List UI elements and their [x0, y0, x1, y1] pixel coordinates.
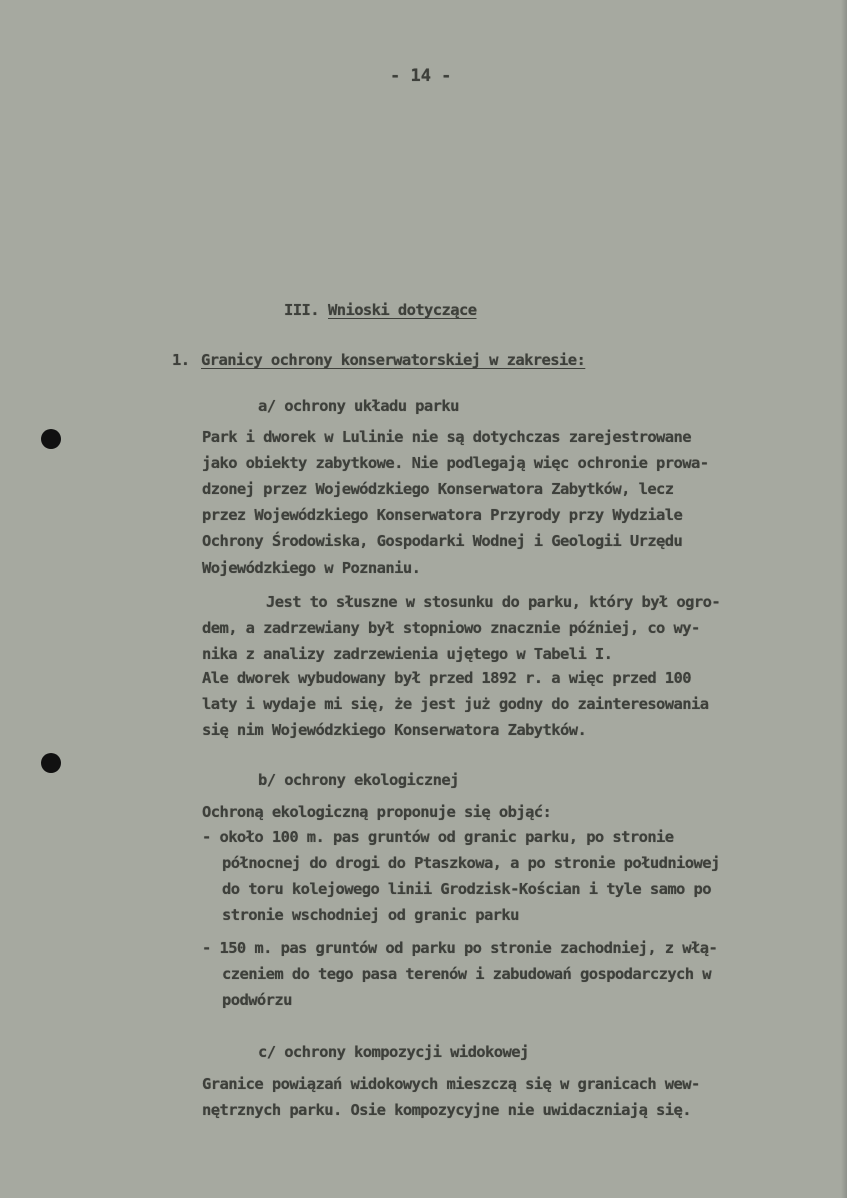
- paragraph-line: nika z analizy zadrzewienia ujętego w Tabeli I.: [202, 645, 613, 663]
- paragraph-line: dzonej przez Wojewódzkiego Konserwatora Zabytków, lecz: [202, 480, 674, 498]
- list-item-line: - około 100 m. pas gruntów od granic parku, po stronie: [202, 828, 674, 846]
- section-numeral: III.: [284, 301, 319, 319]
- punch-hole-bottom: [41, 753, 61, 773]
- point-title: Granicy ochrony konserwatorskiej w zakresie:: [201, 351, 586, 369]
- page-edge-shadow: [841, 0, 847, 1198]
- page-number: - 14 -: [390, 66, 452, 86]
- paragraph-line: Granice powiązań widokowych mieszczą się w granicach wew-: [202, 1075, 700, 1093]
- subsection-c-heading: c/ ochrony kompozycji widokowej: [258, 1043, 529, 1061]
- paragraph-line: nętrznych parku. Osie kompozycyjne nie uwidaczniają się.: [202, 1101, 691, 1119]
- paragraph-line: przez Wojewódzkiego Konserwatora Przyrody przy Wydziale: [202, 506, 683, 524]
- list-item-line: podwórzu: [222, 991, 292, 1009]
- list-item-line: do toru kolejowego linii Grodzisk-Kościan i tyle samo po: [222, 880, 711, 898]
- punch-hole-top: [41, 429, 61, 449]
- list-item-line: stronie wschodniej od granic parku: [222, 906, 519, 924]
- paragraph-line: jako obiekty zabytkowe. Nie podlegają więc ochronie prowa-: [202, 454, 709, 472]
- subsection-b-heading: b/ ochrony ekologicznej: [258, 771, 459, 789]
- list-item-line: czeniem do tego pasa terenów i zabudowań gospodarczych w: [222, 965, 711, 983]
- paragraph-line: Ale dworek wybudowany był przed 1892 r. a więc przed 100: [202, 669, 691, 687]
- paragraph-line: dem, a zadrzewiany był stopniowo znacznie później, co wy-: [202, 619, 700, 637]
- point-number: 1.: [172, 351, 190, 369]
- paragraph-line: Wojewódzkiego w Poznaniu.: [202, 559, 421, 577]
- list-item-line: północnej do drogi do Ptaszkowa, a po stronie południowej: [222, 854, 720, 872]
- paragraph-line: laty i wydaje mi się, że jest już godny do zainteresowania: [202, 695, 709, 713]
- paragraph-line: Jest to słuszne w stosunku do parku, który był ogro-: [266, 593, 721, 611]
- paragraph-line: się nim Wojewódzkiego Konserwatora Zabytków.: [202, 721, 587, 739]
- paragraph-line: Park i dworek w Lulinie nie są dotychczas zarejestrowane: [202, 428, 691, 446]
- subsection-a-heading: a/ ochrony układu parku: [258, 397, 459, 415]
- paragraph-line: Ochrony Środowiska, Gospodarki Wodnej i Geologii Urzędu: [202, 532, 683, 550]
- list-item-line: - 150 m. pas gruntów od parku po stronie zachodniej, z włą-: [202, 939, 718, 957]
- section-title: Wnioski dotyczące: [328, 301, 477, 319]
- subsection-b-intro: Ochroną ekologiczną proponuje się objąć:: [202, 803, 552, 821]
